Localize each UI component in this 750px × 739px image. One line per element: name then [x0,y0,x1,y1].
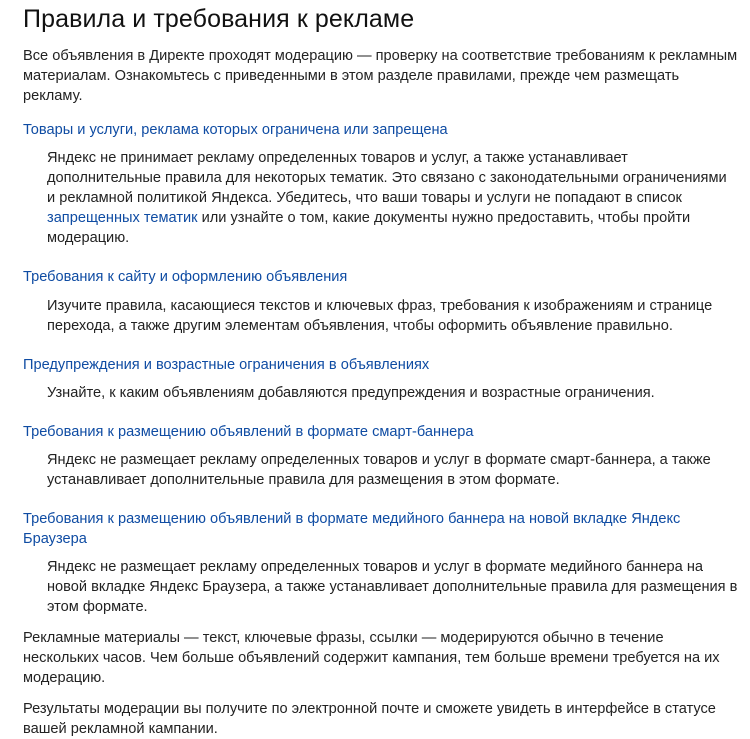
description-text: или узнайте о том, какие документы нужно предоставить, чтобы пройти модерацию. [47,210,691,246]
section-link-restricted-goods[interactable]: Товары и услуги, реклама которых ограничена или запрещена [23,122,448,138]
moderation-time-paragraph: Рекламные материалы — текст, ключевые фразы, ссылки — модерируются обычно в течение нескольких часов. Чем больше объявлений содержит кампания, тем больше времени требуется на их модерацию. [23,630,720,686]
section-description-media-banner: Яндекс не размещает рекламу определенных товаров и услуг в формате медийного баннера на новой вкладке Яндекс Браузера, а также устанавливает дополнительные правила для размещения в этом формате. [47,559,738,615]
page-title: Правила и требования к рекламе [23,5,415,33]
forbidden-topics-link[interactable]: запрещенных тематик [47,210,198,226]
section-restricted-goods [23,120,738,140]
section-description-warnings: Узнайте, к каким объявлениям добавляются предупреждения и возрастные ограничения. [47,385,655,401]
section-warnings [23,355,738,375]
section-link-site-requirements[interactable]: Требования к сайту и оформлению объявления [23,269,348,285]
section-description-restricted-goods [23,148,738,248]
section-site-requirements [23,267,738,287]
article [23,0,738,739]
section-smart-banner [23,422,738,442]
moderation-results-paragraph: Результаты модерации вы получите по электронной почте и сможете увидеть в интерфейсе в статусе вашей рекламной кампании. [23,701,716,737]
section-description-site-requirements: Изучите правила, касающиеся текстов и ключевых фраз, требования к изображениям и странице перехода, а также другим элементам объявления, чтобы оформить объявление правильно. [47,298,713,334]
section-link-warnings[interactable]: Предупреждения и возрастные ограничения в объявлениях [23,357,430,373]
section-link-smart-banner[interactable]: Требования к размещению объявлений в формате смарт-баннера [23,424,474,440]
description-text: Яндекс не принимает рекламу определенных товаров и услуг, а также устанавливает дополнительные правила для некоторых тематик. Это связано с законодательными ограничениями и рекламной политикой Яндекса. Убедитесь, что ваши товары и услуги не попадают в список [47,150,727,206]
section-media-banner [23,509,738,549]
section-link-media-banner[interactable]: Требования к размещению объявлений в формате медийного баннера на новой вкладке Яндекс Браузера [23,511,681,547]
section-description-smart-banner: Яндекс не размещает рекламу определенных товаров и услуг в формате смарт-баннера, а также устанавливает дополнительные правила для размещения в этом формате. [47,452,711,488]
intro-paragraph: Все объявления в Директе проходят модерацию — проверку на соответствие требованиям к рекламным материалам. Ознакомьтесь с приведенными в этом разделе правилами, прежде чем размещать рекламу. [23,48,738,104]
